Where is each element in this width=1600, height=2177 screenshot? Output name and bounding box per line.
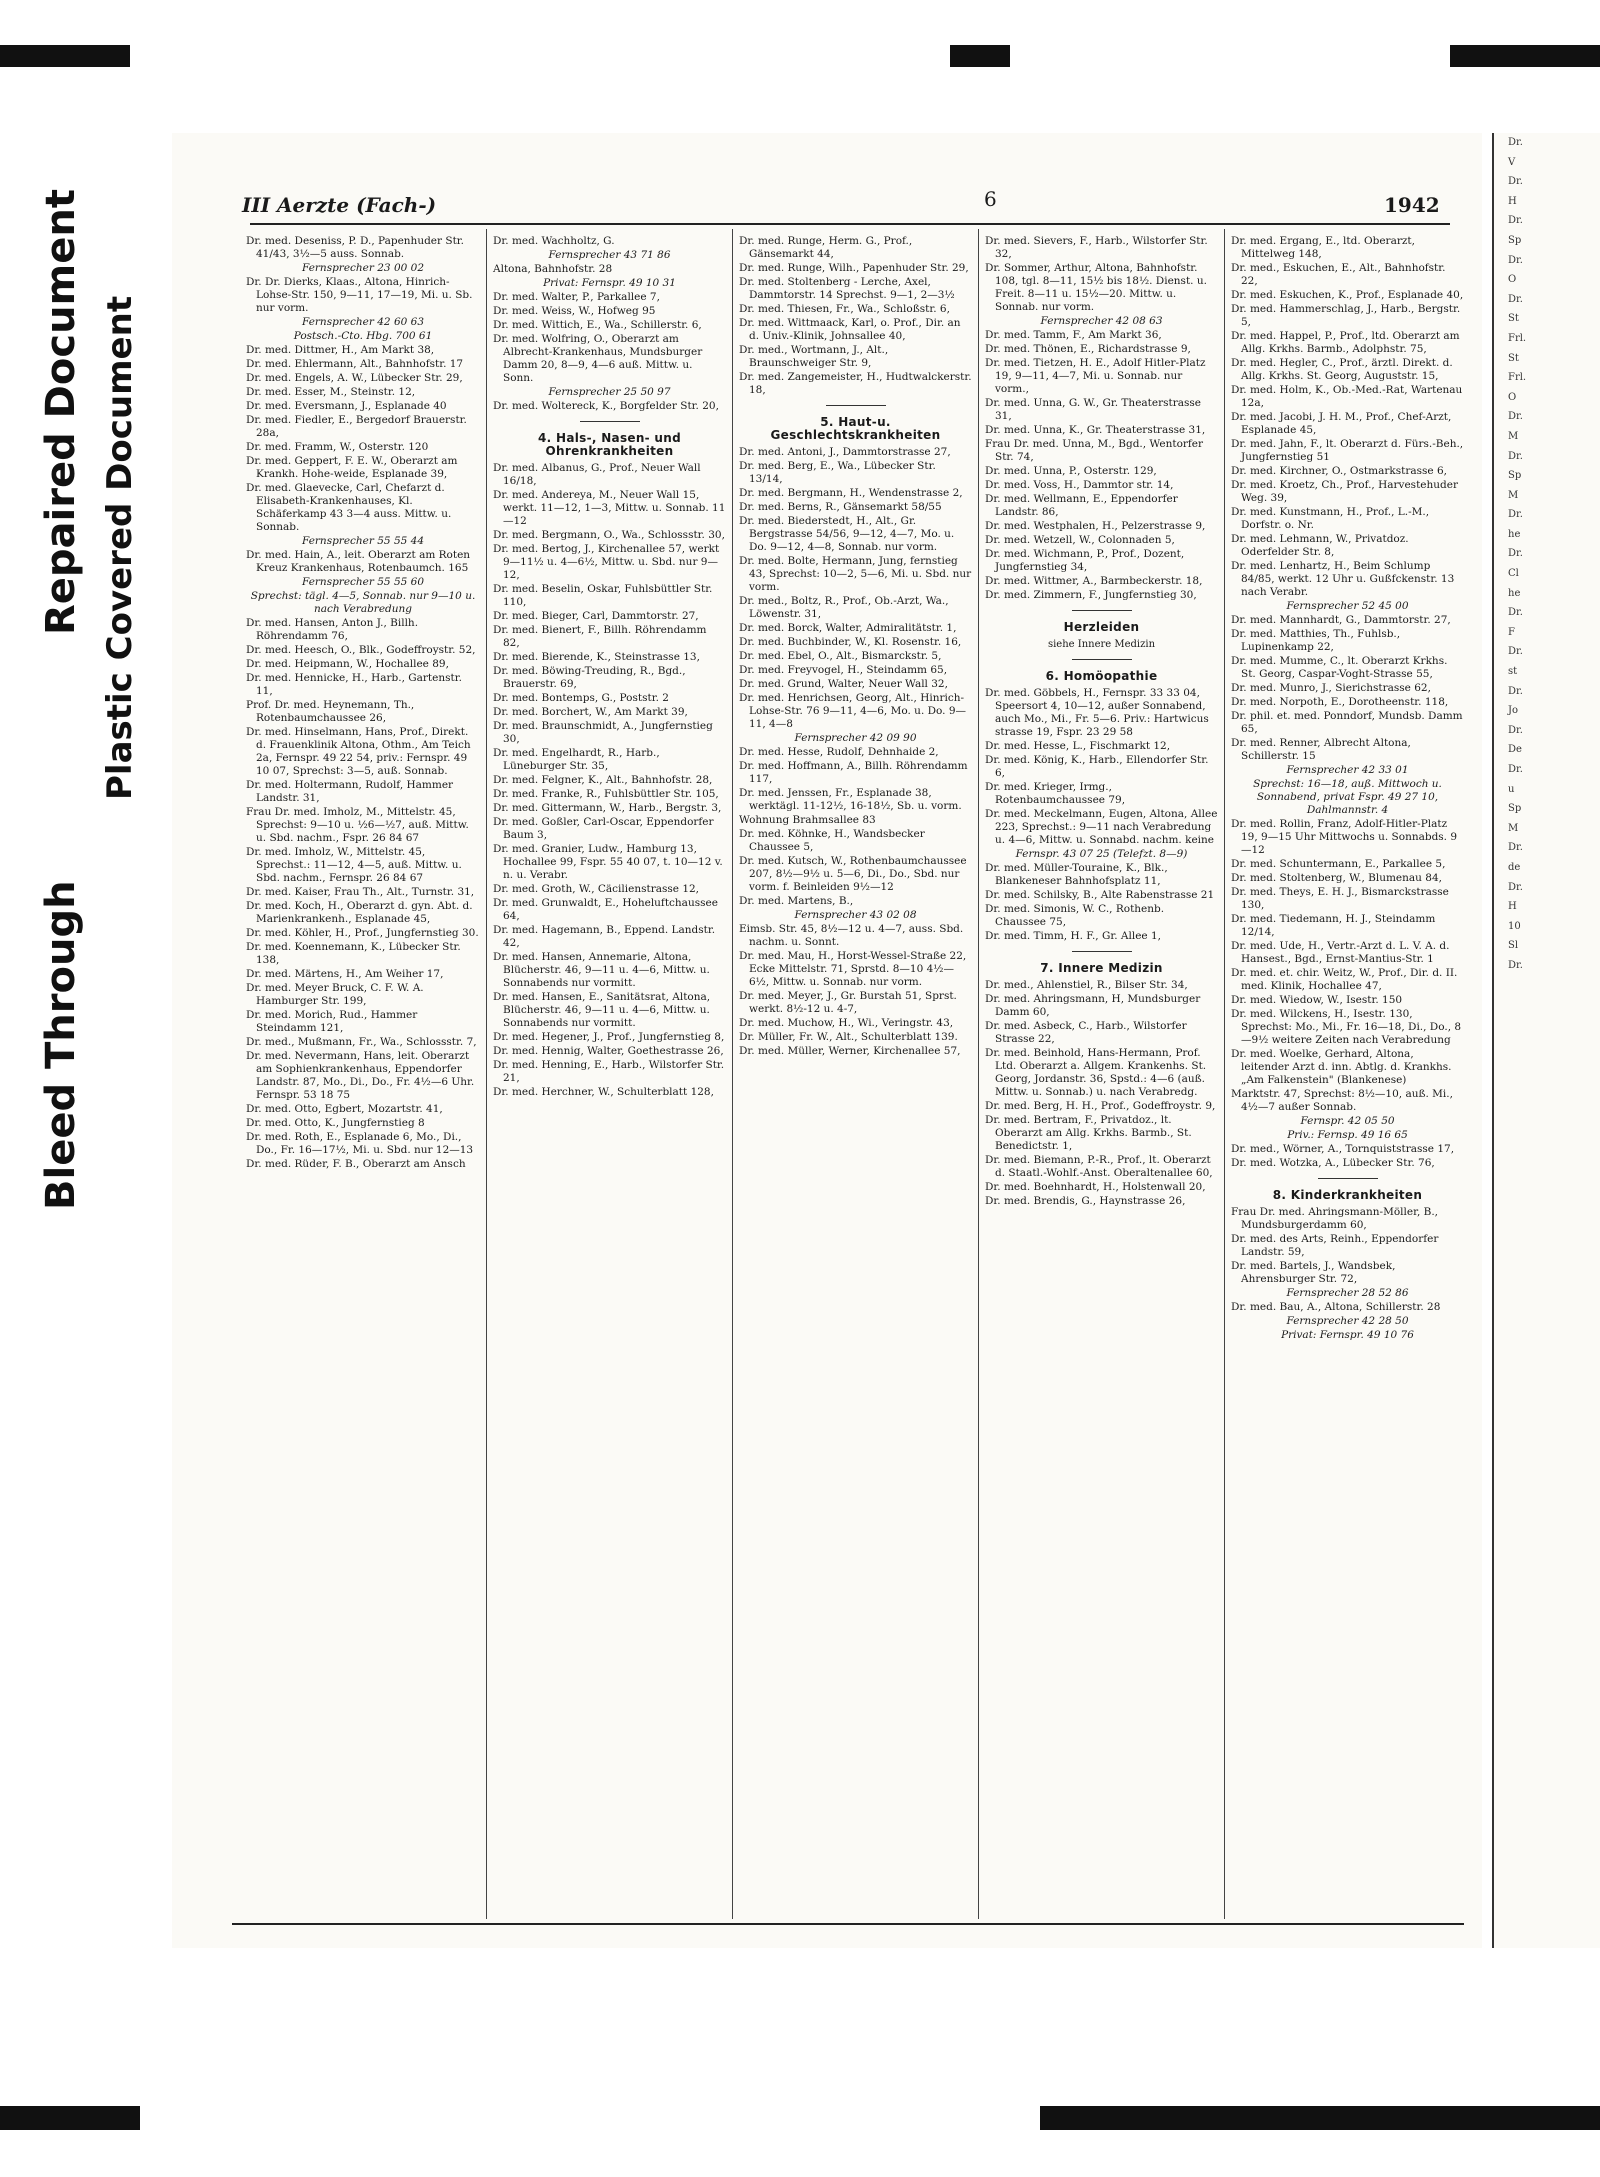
directory-entry: Dr. med. Wotzka, A., Lübecker Str. 76, (1231, 1157, 1435, 1169)
page-number: 6 (984, 187, 997, 211)
next-page-fragment: de (1508, 861, 1521, 873)
directory-entry: Dr. med. Asbeck, C., Harb., Wilstorfer Strasse 22, (985, 1020, 1187, 1045)
directory-entry: Sprechst: tägl. 4—5, Sonnab. nur 9—10 u. nach Verabredung (250, 590, 476, 615)
directory-entry: Dr. med. Gittermann, W., Harb., Bergstr. 3, (493, 802, 722, 814)
next-page-fragment: he (1508, 587, 1521, 599)
directory-entry: Dr. med. Wetzell, W., Colonnaden 5, (985, 534, 1175, 546)
directory-entry: Dr. med. Wittmaack, Karl, o. Prof., Dir. an d. Univ.-Klinik, Johnsallee 40, (739, 317, 961, 342)
directory-entry: Privat: Fernspr. 49 10 76 (1281, 1329, 1414, 1341)
directory-entry: Dr. med. Mau, H., Horst-Wessel-Straße 22, Ecke Mittelstr. 71, Sprstd. 8—10 4½—6½, Mittw. u. Sonnab. nur vorm. (739, 950, 967, 988)
directory-entry: Dr. med. Voss, H., Dammtor str. 14, (985, 479, 1174, 491)
directory-entry: Dr. med. Renner, Albrecht Altona, Schillerstr. 15 (1231, 737, 1411, 762)
directory-entry: Dr. med. Felgner, K., Alt., Bahnhofstr. 28, (493, 774, 713, 786)
directory-entry: Dr. med. Ahringsmann, H, Mundsburger Damm 60, (985, 993, 1201, 1018)
directory-page (172, 133, 1482, 1948)
directory-entry: Dr. med. et. chir. Weitz, W., Prof., Dir. d. II. med. Klinik, Hochallee 47, (1231, 967, 1458, 992)
directory-entry: Dr. med. Berns, R., Gänsemarkt 58/55 (739, 501, 942, 513)
next-page-fragment: Frl. (1508, 372, 1527, 384)
directory-entry: Dr. med. Jacobi, J. H. M., Prof., Chef-Arzt, Esplanade 45, (1231, 411, 1452, 436)
directory-entry: Dr. med. Bergmann, O., Wa., Schlossstr. 30, (493, 529, 725, 541)
next-page-fragment: Cl (1508, 568, 1519, 580)
directory-entry: Fernsprecher 42 33 01 (1286, 764, 1409, 776)
directory-entry: Dr. med. Herchner, W., Schulterblatt 128, (493, 1086, 714, 1098)
next-page-fragment: M (1508, 822, 1519, 834)
directory-entry: Dr. med. Bienert, F., Billh. Röhrendamm 82, (493, 624, 707, 649)
directory-entry: Dr. med., Wörner, A., Tornquiststrasse 17, (1231, 1143, 1455, 1155)
directory-entry: Dr. med. Jenssen, Fr., Esplanade 38, werktägl. 11-12½, 16-18½, Sb. u. vorm. (739, 787, 962, 812)
directory-entry: Frau Dr. med. Unna, M., Bgd., Wentorfer Str. 74, (985, 438, 1204, 463)
directory-entry: Dr. med. Lenhartz, H., Beim Schlump 84/85, werkt. 12 Uhr u. Gußfckenstr. 13 nach Verabr. (1231, 560, 1455, 598)
section-heading: 4. Hals-, Nasen- und Ohrenkrankheiten (538, 431, 681, 458)
next-page-fragment: st (1508, 666, 1518, 678)
directory-entry: Dr. med. Bontemps, G., Poststr. 2 (493, 692, 669, 704)
next-page-fragment: Dr. (1508, 646, 1523, 658)
directory-entry: Dr. med., Wortmann, J., Alt., Braunschweiger Str. 9, (739, 344, 889, 369)
directory-entry: Fernsprecher 43 02 08 (794, 909, 917, 921)
directory-entry: Dr. med. Stoltenberg, W., Blumenau 84, (1231, 872, 1442, 884)
next-page-fragment: Dr. (1508, 293, 1523, 305)
directory-entry: Dr. med. Happel, P., Prof., ltd. Oberarzt am Allg. Krkhs. Barmb., Adolphstr. 75, (1231, 330, 1460, 355)
directory-entry: Dr. med. Ehlermann, Alt., Bahnhofstr. 17 (246, 358, 464, 370)
directory-entry: Dr. med. Simonis, W. C., Rothenb. Chaussee 75, (985, 903, 1165, 928)
directory-entry: Fernsprecher 28 52 86 (1286, 1287, 1409, 1299)
directory-entry: Frau Dr. med. Ahringsmann-Möller, B., Mundsburgerdamm 60, (1231, 1206, 1439, 1231)
directory-entry: Dr. med. Meyer Bruck, C. F. W. A. Hamburger Str. 199, (246, 982, 424, 1007)
directory-entry: Dr. med. Wichmann, P., Prof., Dozent, Jungfernstieg 34, (985, 548, 1185, 573)
directory-entry: Dr. med. Martens, B., (739, 895, 854, 907)
directory-entry: Dr. med. Kutsch, W., Rothenbaumchaussee 207, 8½—9½ u. 5—6, Di., Do., Sbd. nur vorm. f. Beinleiden 9½—12 (739, 855, 967, 893)
directory-entry: Dr. med. Deseniss, P. D., Papenhuder Str. 41/43, 3½—5 auss. Sonnab. (246, 235, 464, 260)
directory-entry: Dr. med. Braunschmidt, A., Jungfernstieg 30, (493, 720, 713, 745)
directory-entry: Dr. med. Bierende, K., Steinstrasse 13, (493, 651, 700, 663)
next-page-fragment: Dr. (1508, 137, 1523, 148)
next-page-edge (1492, 133, 1600, 1948)
directory-entry: Dr. med. Kunstmann, H., Prof., L.-M., Dorfstr. o. Nr. (1231, 506, 1430, 531)
directory-entry: Dr. med. Hennig, Walter, Goethestrasse 26, (493, 1045, 724, 1057)
directory-entry: Dr. med. Munro, J., Sierichstrasse 62, (1231, 682, 1431, 694)
directory-entry: Dr. med. Holtermann, Rudolf, Hammer Landstr. 31, (246, 779, 454, 804)
directory-entry: Dr. med. Hansen, Anton J., Billh. Röhrendamm 76, (246, 617, 419, 642)
directory-entry: Dr. med. Eskuchen, K., Prof., Esplanade 40, (1231, 289, 1464, 301)
section-note: siehe Innere Medizin (1047, 639, 1156, 650)
column-container (240, 229, 1472, 1919)
directory-entry: Dr. med. Hennicke, H., Harb., Gartenstr. 11, (246, 672, 462, 697)
column-3 (732, 229, 978, 1919)
directory-entry: Dr. med. Henrichsen, Georg, Alt., Hinrich-Lohse-Str. 76 9—11, 4—6, Mo. u. Do. 9—11, 4—8 (739, 692, 967, 730)
directory-entry: Dr. med. Wilckens, H., Isestr. 130, Sprechst: Mo., Mi., Fr. 16—18, Di., Do., 8—9½ weitere Zeiten nach Verabredung (1231, 1008, 1462, 1046)
next-page-fragment: M (1508, 430, 1519, 442)
scan-bottom-border (0, 2106, 1600, 2130)
directory-entry: Postsch.-Cto. Hbg. 700 61 (293, 330, 433, 342)
directory-entry: Dr. med. Dittmer, H., Am Markt 38, (246, 344, 435, 356)
next-page-fragment: H (1508, 195, 1517, 207)
next-page-fragment: Dr. (1508, 881, 1523, 893)
directory-entry: Dr. med. Fiedler, E., Bergedorf Brauerstr. 28a, (246, 414, 467, 439)
directory-entry: Dr. phil. et. med. Ponndorf, Mundsb. Damm 65, (1231, 710, 1463, 735)
directory-entry: Dr. med. Engelhardt, R., Harb., Lüneburger Str. 35, (493, 747, 660, 772)
scan-label-repaired: Repaired Document (38, 189, 84, 635)
directory-entry: Dr. med. Hain, A., leit. Oberarzt am Roten Kreuz Krankenhaus, Rotenbaumch. 165 (246, 549, 471, 574)
next-page-fragment: Sp (1508, 234, 1522, 246)
directory-entry: Sprechst: 16—18, auß. Mittwoch u. Sonnabend, privat Fspr. 49 27 10, Dahlmannstr. 4 (1253, 778, 1442, 816)
directory-entry: Dr. med. Bolte, Hermann, Jung, fernstieg 43, Sprechst: 10—2, 5—6, Mi. u. Sbd. nur vorm. (739, 555, 972, 593)
directory-entry: Dr. med., Mußmann, Fr., Wa., Schlossstr. 7, (246, 1036, 477, 1048)
next-page-fragment: O (1508, 391, 1517, 403)
directory-entry: Fernsprecher 25 50 97 (548, 386, 671, 398)
section-heading: 6. Homöopathie (1045, 669, 1158, 683)
directory-entry: Dr. med. Morich, Rud., Hammer Steindamm 121, (246, 1009, 418, 1034)
directory-entry: Dr. Sommer, Arthur, Altona, Bahnhofstr. 108, tgl. 8—11, 15½ bis 18½. Dienst. u. Freit. 8—11 u. 15½—20. Mittw. u. Sonnab. nur vorm. (985, 262, 1207, 313)
section-title: III Aerzte (Fach-) (242, 193, 437, 217)
directory-entry: Dr. med. Otto, K., Jungfernstieg 8 (246, 1117, 425, 1129)
directory-entry: Wohnung Brahmsallee 83 (739, 814, 876, 826)
directory-entry: Dr. med. Bergmann, H., Wendenstrasse 2, (739, 487, 963, 499)
directory-entry: Fernsprecher 42 60 63 (301, 316, 425, 328)
directory-entry: Dr. med. Hesse, L., Fischmarkt 12, (985, 740, 1171, 752)
directory-entry: Dr. med. Lehmann, W., Privatdoz. Oderfelder Str. 8, (1231, 533, 1409, 558)
column-4 (978, 229, 1224, 1919)
directory-entry: Fernsprecher 52 45 00 (1286, 600, 1409, 612)
year: 1942 (1384, 193, 1440, 217)
directory-entry: Dr. med. Hinselmann, Hans, Prof., Direkt. d. Frauenklinik Altona, Othm., Am Teich 2a, Fernspr. 49 22 54, priv.: Fernspr. 49 10 07, Sprechst: 3—5, auß. Sonnab. (246, 726, 471, 777)
directory-entry: Dr. med. Schuntermann, E., Parkallee 5, (1231, 858, 1446, 870)
next-page-fragment: St (1508, 313, 1519, 325)
directory-entry: Dr. med. Meyer, J., Gr. Burstah 51, Sprst. werkt. 8½-12 u. 4-7, (739, 990, 957, 1015)
directory-entry: Dr. med. Roth, E., Esplanade 6, Mo., Di., Do., Fr. 16—17½, Mi. u. Sbd. nur 12—13 (246, 1131, 474, 1156)
directory-entry: Dr. med. Framm, W., Osterstr. 120 (246, 441, 429, 453)
scan-label-bleed-through: Bleed Through (38, 880, 84, 1210)
next-page-fragment: 10 (1508, 920, 1521, 932)
directory-entry: Dr. med. König, K., Harb., Ellendorfer Str. 6, (985, 754, 1209, 779)
next-page-fragment: Dr. (1508, 685, 1523, 697)
directory-entry: Dr. med. Krieger, Irmg., Rotenbaumchaussee 79, (985, 781, 1126, 806)
directory-entry: Dr. med. Hegener, J., Prof., Jungfernstieg 8, (493, 1031, 725, 1043)
page-header (242, 187, 1462, 219)
directory-entry: Fernsprecher 42 28 50 (1286, 1315, 1409, 1327)
directory-entry: Dr. med. Timm, H. F., Gr. Allee 1, (985, 930, 1161, 942)
next-page-fragment: Dr. (1508, 411, 1523, 423)
scan-top-border (0, 45, 1600, 67)
directory-entry: Dr. med. Jahn, F., lt. Oberarzt d. Fürs.-Beh., Jungfernstieg 51 (1231, 438, 1464, 463)
column-2 (486, 229, 732, 1919)
next-page-fragment: Dr. (1508, 176, 1523, 188)
directory-entry: Dr. med. Antoni, J., Dammtorstrasse 27, (739, 446, 951, 458)
next-page-fragment: he (1508, 528, 1521, 540)
directory-entry: Dr. med. Esser, M., Steinstr. 12, (246, 386, 416, 398)
directory-entry: Dr. med. Grunwaldt, E., Hoheluftchaussee 64, (493, 897, 718, 922)
directory-entry: Dr. med. des Arts, Reinh., Eppendorfer Landstr. 59, (1231, 1233, 1439, 1258)
directory-entry: Dr. med. Goßler, Carl-Oscar, Eppendorfer Baum 3, (493, 816, 714, 841)
directory-entry: Dr. med. Hesse, Rudolf, Dehnhaide 2, (739, 746, 939, 758)
directory-entry: Dr. med. Woelke, Gerhard, Altona, leitender Arzt d. inn. Abtlg. d. Krankhs. „Am Falkenstein" (Blankenese) (1231, 1048, 1452, 1086)
next-page-fragment: H (1508, 901, 1517, 913)
directory-entry: Priv.: Fernsp. 49 16 65 (1287, 1129, 1408, 1141)
directory-entry: Dr. med. Rollin, Franz, Adolf-Hitler-Platz 19, 9—15 Uhr Mittwochs u. Sonnabds. 9—12 (1231, 818, 1458, 856)
directory-entry: Dr. med. Heesch, O., Blk., Godeffroystr. 52, (246, 644, 476, 656)
directory-entry: Dr. med. Unna, K., Gr. Theaterstrasse 31, (985, 424, 1206, 436)
section-heading: 5. Haut-u. Geschlechtskrankheiten (770, 415, 941, 442)
directory-entry: Dr. med. Imholz, W., Mittelstr. 45, Sprechst.: 11—12, 4—5, auß. Mittw. u. Sbd. nachm., Fernspr. 26 84 67 (246, 846, 462, 884)
directory-entry: Dr. med. Wittmer, A., Barmbeckerstr. 18, (985, 575, 1203, 587)
next-page-fragment: F (1508, 626, 1515, 638)
footer-rule (232, 1923, 1464, 1925)
directory-entry: Dr. med., Ahlenstiel, R., Bilser Str. 34, (985, 979, 1188, 991)
directory-entry: Dr. med. Kirchner, O., Ostmarkstrasse 6, (1231, 465, 1447, 477)
directory-entry: Dr. med. Bertog, J., Kirchenallee 57, werkt 9—11½ u. 4—6½, Mittw. u. Sbd. nur 9—12, (493, 543, 720, 581)
next-page-fragment: Dr. (1508, 842, 1523, 854)
directory-entry: Dr. med. Heipmann, W., Hochallee 89, (246, 658, 449, 670)
directory-entry: Dr. med. Thönen, E., Richardstrasse 9, (985, 343, 1191, 355)
section-rule (1072, 659, 1132, 660)
directory-entry: Dr. med. Wittich, E., Wa., Schillerstr. 6, (493, 319, 702, 331)
directory-entry: Dr. med. Beselin, Oskar, Fuhlsbüttler Str. 110, (493, 583, 713, 608)
directory-entry: Dr. med. Zimmern, F., Jungfernstieg 30, (985, 589, 1197, 601)
section-heading: 7. Innere Medizin (1040, 961, 1163, 975)
directory-entry: Dr. med. Westphalen, H., Pelzerstrasse 9, (985, 520, 1206, 532)
directory-entry: Dr. med. Sievers, F., Harb., Wilstorfer Str. 32, (985, 235, 1208, 260)
directory-entry: Dr. med. Henning, E., Harb., Wilstorfer Str. 21, (493, 1059, 725, 1084)
directory-entry: Dr. med. Berg, E., Wa., Lübecker Str. 13/14, (739, 460, 936, 485)
directory-entry: Dr. med. Hagemann, B., Eppend. Landstr. 42, (493, 924, 716, 949)
directory-entry: Dr. med. Brendis, G., Haynstrasse 26, (985, 1195, 1186, 1207)
directory-entry: Dr. med. Koennemann, K., Lübecker Str. 138, (246, 941, 461, 966)
directory-entry: Dr. med. Böwing-Treuding, R., Bgd., Brauerstr. 69, (493, 665, 686, 690)
directory-entry: Dr. med. Freyvogel, H., Steindamm 65, (739, 664, 948, 676)
directory-entry: Dr. med. Meckelmann, Eugen, Altona, Allee 223, Sprechst.: 9—11 nach Verabredung u. 4—6, Mittw. u. Sonnabd. nachm. keine (985, 808, 1218, 846)
directory-entry: Dr. med. Beinhold, Hans-Hermann, Prof. Ltd. Oberarzt a. Allgem. Krankenhs. St. Georg, Jordanstr. 36, Spstd.: 4—6 (auß. Mittw. u. Sonnab.) u. nach Verabredg. (985, 1047, 1207, 1098)
directory-entry: Fernspr. 43 07 25 (Telefzt. 8—9) (1015, 848, 1188, 860)
next-page-fragment: Jo (1508, 705, 1519, 717)
directory-entry: Dr. med. Albanus, G., Prof., Neuer Wall 16/18, (493, 462, 701, 487)
next-page-fragment: Dr. (1508, 724, 1523, 736)
directory-entry: Dr. med. Schilsky, B., Alte Rabenstrasse 21 (985, 889, 1215, 901)
directory-entry: Dr. med. Otto, Egbert, Mozartstr. 41, (246, 1103, 443, 1115)
directory-entry: Dr. med. Zangemeister, H., Hudtwalckerstr. 18, (739, 371, 972, 396)
directory-entry: Dr. med. Bartels, J., Wandsbek, Ahrensburger Str. 72, (1231, 1260, 1396, 1285)
directory-entry: Frau Dr. med. Imholz, M., Mittelstr. 45, Sprechst: 9—10 u. ½6—½7, auß. Mittw. u. Sbd. nachm., Fspr. 26 84 67 (246, 806, 469, 844)
directory-entry: Dr. med. Wellmann, E., Eppendorfer Landstr. 86, (985, 493, 1178, 518)
directory-entry: Dr. med. Köhler, H., Prof., Jungfernstieg 30. (246, 927, 479, 939)
directory-entry: Dr. med. Müller, Werner, Kirchenallee 57, (739, 1045, 961, 1057)
directory-entry: Dr. med. Woltereck, K., Borgfelder Str. 20, (493, 400, 719, 412)
directory-entry: Dr. med. Biemann, P.-R., Prof., lt. Oberarzt d. Staatl.-Wohlf.-Anst. Oberaltenallee 60, (985, 1154, 1213, 1179)
directory-entry: Dr. med. Mannhardt, G., Dammtorstr. 27, (1231, 614, 1451, 626)
directory-entry: Dr. med. Wolfring, O., Oberarzt am Albrecht-Krankenhaus, Mundsburger Damm 20, 8—9, 4—6 auß. Mittw. u. Sonn. (493, 333, 703, 384)
directory-entry: Dr. med. Göbbels, H., Fernspr. 33 33 04, Speersort 4, 10—12, außer Sonnabend, auch Mo., Mi., Fr. 5—6. Priv.: Hartwicus strasse 19, Fspr. 23 29 58 (985, 687, 1209, 738)
directory-entry: Dr. med. Grund, Walter, Neuer Wall 32, (739, 678, 948, 690)
next-page-fragment: Dr. (1508, 254, 1523, 266)
directory-entry: Fernsprecher 23 00 02 (301, 262, 425, 274)
directory-entry: Dr. med. Franke, R., Fuhlsbüttler Str. 105, (493, 788, 719, 800)
directory-entry: Dr. med. Wachholtz, G. (493, 235, 615, 247)
directory-entry: Dr. med. Wiedow, W., Isestr. 150 (1231, 994, 1403, 1006)
directory-entry: Dr. med. Eversmann, J., Esplanade 40 (246, 400, 447, 412)
directory-entry: Fernsprecher 42 09 90 (794, 732, 917, 744)
directory-entry: Dr. med. Groth, W., Cäcilienstrasse 12, (493, 883, 700, 895)
directory-entry: Dr. med. Weiss, W., Hofweg 95 (493, 305, 656, 317)
directory-entry: Dr. med. Märtens, H., Am Weiher 17, (246, 968, 444, 980)
directory-entry: Dr. med. Runge, Wilh., Papenhuder Str. 29, (739, 262, 969, 274)
directory-entry: Dr. med. Bau, A., Altona, Schillerstr. 28 (1231, 1301, 1441, 1313)
next-page-fragment: St (1508, 352, 1519, 364)
header-rule (250, 223, 1450, 225)
directory-entry: Dr. med. Ergang, E., ltd. Oberarzt, Mittelweg 148, (1231, 235, 1415, 260)
directory-entry: Dr. med. Hansen, Annemarie, Altona, Blücherstr. 46, 9—11 u. 4—6, Mittw. u. Sonnabends nur vormitt. (493, 951, 710, 989)
directory-entry: Dr. med. Kroetz, Ch., Prof., Harvestehuder Weg. 39, (1231, 479, 1458, 504)
directory-entry: Eimsb. Str. 45, 8½—12 u. 4—7, auss. Sbd. nachm. u. Sonnt. (739, 923, 964, 948)
section-rule (1072, 610, 1132, 611)
directory-entry: Dr. med. Rüder, F. B., Oberarzt am Ansch (246, 1158, 466, 1170)
directory-entry: Dr. Müller, Fr. W., Alt., Schulterblatt 139. (739, 1031, 958, 1043)
directory-entry: Dr. med. Hansen, E., Sanitätsrat, Altona, Blücherstr. 46, 9—11 u. 4—6, Mittw. u. Sonnabends nur vormitt. (493, 991, 711, 1029)
directory-entry: Dr. med. Andereya, M., Neuer Wall 15, werkt. 11—12, 1—3, Mittw. u. Sonnab. 11—12 (493, 489, 726, 527)
next-page-fragment: Dr. (1508, 959, 1523, 971)
column-5 (1224, 229, 1470, 1919)
directory-entry: Dr. med. Hammerschlag, J., Harb., Bergstr. 5, (1231, 303, 1461, 328)
directory-entry: Dr. med. Ebel, O., Alt., Bismarckstr. 5, (739, 650, 942, 662)
directory-entry: Dr. med. Müller-Touraine, K., Blk., Blankeneser Bahnhofsplatz 11, (985, 862, 1168, 887)
directory-entry: Dr. med. Berg, H. H., Prof., Godeffroystr. 9, (985, 1100, 1216, 1112)
directory-entry: Dr. Dr. Dierks, Klaas., Altona, Hinrich-Lohse-Str. 150, 9—11, 17—19, Mi. u. Sb. nur vorm. (246, 276, 473, 314)
next-page-fragment: V (1508, 156, 1516, 168)
next-page-fragment: u (1508, 783, 1515, 795)
directory-entry: Dr. med. Hoffmann, A., Billh. Röhrendamm 117, (739, 760, 968, 785)
next-page-fragment: M (1508, 489, 1519, 501)
scan-label-plastic-covered: Plastic Covered Document (100, 295, 140, 800)
directory-entry: Dr. med. Boehnhardt, H., Holstenwall 20, (985, 1181, 1206, 1193)
directory-entry: Dr. med. Ude, H., Vertr.-Arzt d. L. V. A. d. Hansest., Bgd., Ernst-Mantius-Str. 1 (1231, 940, 1450, 965)
directory-entry: Fernsprecher 55 55 44 (301, 535, 425, 547)
directory-entry: Dr. med. Tamm, F., Am Markt 36, (985, 329, 1162, 341)
directory-entry: Dr. med. Muchow, H., Wi., Veringstr. 43, (739, 1017, 954, 1029)
directory-entry: Dr. med. Bieger, Carl, Dammtorstr. 27, (493, 610, 699, 622)
next-page-fragment: Sp (1508, 470, 1522, 482)
directory-entry: Dr. med. Borchert, W., Am Markt 39, (493, 706, 688, 718)
directory-entry: Dr. med., Eskuchen, E., Alt., Bahnhofstr. 22, (1231, 262, 1446, 287)
section-rule (580, 421, 640, 422)
directory-entry: Dr. med. Unna, G. W., Gr. Theaterstrasse 31, (985, 397, 1201, 422)
directory-entry: Dr. med. Bertram, F., Privatdoz., lt. Oberarzt am Allg. Krkhs. Barmb., St. Benedictstr. 1, (985, 1114, 1192, 1152)
next-page-fragment: Frl. (1508, 332, 1527, 344)
directory-entry: Privat: Fernspr. 49 10 31 (543, 277, 676, 289)
next-page-fragment: Dr. (1508, 764, 1523, 775)
next-page-fragment: Dr. (1508, 607, 1523, 619)
section-rule (826, 405, 886, 406)
directory-entry: Dr. med. Köhnke, H., Wandsbecker Chaussee 5, (739, 828, 925, 853)
directory-entry: Dr. med. Biederstedt, H., Alt., Gr. Bergstrasse 54/56, 9—12, 4—7, Mo. u. Do. 9—12, 4—8, Sonnab. nur vorm. (739, 515, 955, 553)
directory-entry: Dr. med. Mumme, C., lt. Oberarzt Krkhs. St. Georg, Caspar-Voght-Strasse 55, (1231, 655, 1448, 680)
directory-entry: Dr. med. Matthies, Th., Fuhlsb., Lupinenkamp 22, (1231, 628, 1401, 653)
directory-entry: Fernsprecher 43 71 86 (548, 249, 671, 261)
directory-entry: Dr. med. Koch, H., Oberarzt d. gyn. Abt. d. Marienkrankenh., Esplanade 45, (246, 900, 473, 925)
directory-entry: Dr. med. Hegler, C., Prof., ärztl. Direkt. d. Allg. Krkhs. St. Georg, Auguststr. 15, (1231, 357, 1453, 382)
directory-entry: Dr. med. Norpoth, E., Dorotheenstr. 118, (1231, 696, 1449, 708)
directory-entry: Dr. med. Runge, Herm. G., Prof., Gänsemarkt 44, (739, 235, 913, 260)
directory-entry: Dr. med. Holm, K., Ob.-Med.-Rat, Wartenau 12a, (1231, 384, 1463, 409)
directory-entry: Dr. med. Buchbinder, W., Kl. Rosenstr. 16, (739, 636, 962, 648)
directory-entry: Dr. med. Tiedemann, H. J., Steindamm 12/14, (1231, 913, 1436, 938)
directory-entry: Fernsprecher 42 08 63 (1040, 315, 1163, 327)
column-1 (240, 229, 486, 1919)
directory-entry: Dr. med. Unna, P., Osterstr. 129, (985, 465, 1157, 477)
directory-entry: Dr. med. Nevermann, Hans, leit. Oberarzt am Sophienkrankenhaus, Eppendorfer Landstr. 87, Mo., Di., Do., Fr. 4½—6 Uhr. Fernspr. 53 18 75 (246, 1050, 475, 1101)
directory-entry: Dr. med. Thiesen, Fr., Wa., Schloßstr. 6, (739, 303, 950, 315)
section-rule (1318, 1178, 1378, 1179)
directory-entry: Marktstr. 47, Sprechst: 8½—10, auß. Mi., 4½—7 außer Sonnab. (1231, 1088, 1453, 1113)
directory-entry: Dr. med. Borck, Walter, Admiralitätstr. 1, (739, 622, 957, 634)
next-page-fragment: Dr. (1508, 509, 1523, 521)
directory-entry: Fernspr. 42 05 50 (1300, 1115, 1395, 1127)
section-rule (1072, 951, 1132, 952)
section-heading: 8. Kinderkrankheiten (1272, 1188, 1423, 1202)
directory-entry: Dr. med. Glaevecke, Carl, Chefarzt d. Elisabeth-Krankenhauses, Kl. Schäferkamp 43 3—4 auss. Mittw. u. Sonnab. (246, 482, 452, 533)
next-page-fragment: Sp (1508, 803, 1522, 815)
directory-entry: Dr. med. Theys, E. H. J., Bismarckstrasse 130, (1231, 886, 1449, 911)
directory-entry: Dr. med. Tietzen, H. E., Adolf Hitler-Platz 19, 9—11, 4—7, Mi. u. Sonnab. nur vorm., (985, 357, 1206, 395)
next-page-fragment: Dr. (1508, 450, 1523, 462)
next-page-fragment: Dr. (1508, 548, 1523, 560)
directory-entry: Dr. med. Kaiser, Frau Th., Alt., Turnstr. 31, (246, 886, 475, 898)
directory-entry: Dr. med. Walter, P., Parkallee 7, (493, 291, 660, 303)
directory-entry: Dr. med., Boltz, R., Prof., Ob.-Arzt, Wa., Löwenstr. 31, (739, 595, 949, 620)
directory-entry: Dr. med. Granier, Ludw., Hamburg 13, Hochallee 99, Fspr. 55 40 07, t. 10—12 v. n. u. Verabr. (493, 843, 723, 881)
directory-entry: Dr. med. Engels, A. W., Lübecker Str. 29, (246, 372, 463, 384)
next-page-fragment: Sl (1508, 940, 1519, 952)
next-page-fragment: O (1508, 274, 1517, 286)
next-page-fragment: Dr. (1508, 215, 1523, 227)
directory-entry: Altona, Bahnhofstr. 28 (493, 263, 613, 275)
directory-entry: Fernsprecher 55 55 60 (301, 576, 425, 588)
directory-entry: Prof. Dr. med. Heynemann, Th., Rotenbaumchaussee 26, (246, 699, 415, 724)
section-heading: Herzleiden (1063, 620, 1140, 634)
directory-entry: Dr. med. Geppert, F. E. W., Oberarzt am Krankh. Hohe-weide, Esplanade 39, (246, 455, 458, 480)
directory-entry: Dr. med. Stoltenberg - Lerche, Axel, Dammtorstr. 14 Sprechst. 9—1, 2—3½ (739, 276, 955, 301)
next-page-fragment: De (1508, 744, 1522, 756)
